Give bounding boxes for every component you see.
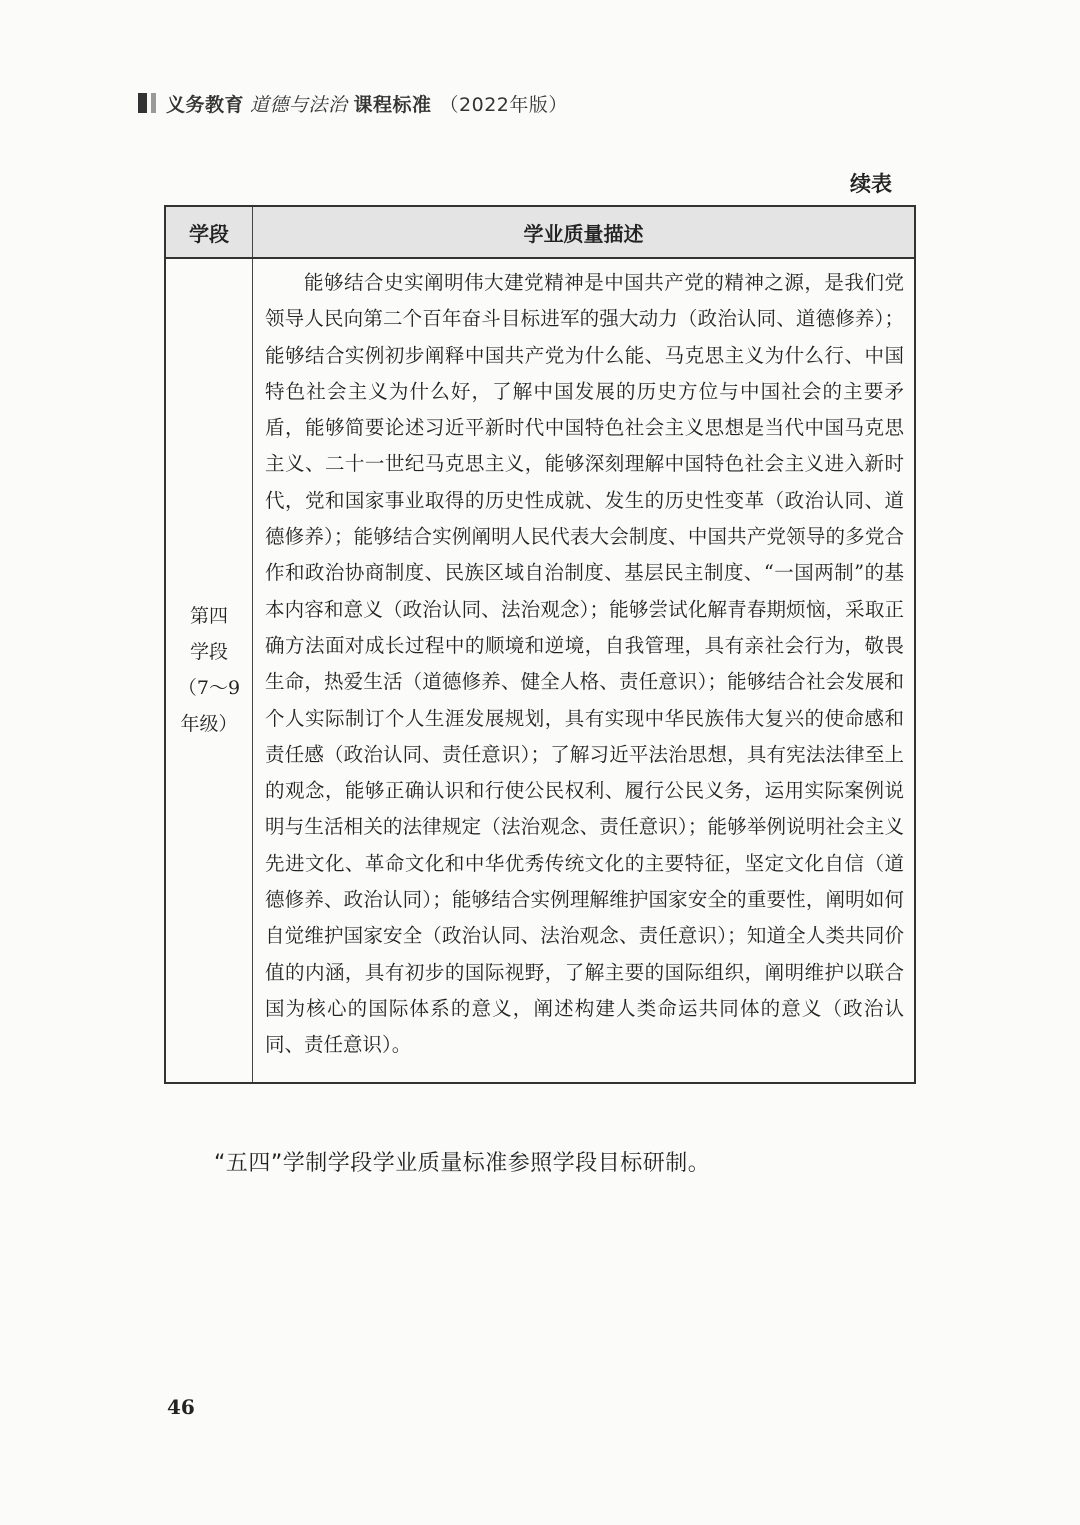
header-edition: （2022年版） (439, 93, 568, 116)
stage-line: （7～9 (177, 677, 241, 700)
footnote-text: “五四”学制学段学业质量标准参照学段目标研制。 (214, 1151, 711, 1176)
header-title: 课程标准 (353, 93, 432, 116)
stage-line: 学段 (189, 641, 228, 664)
stage-line: 第四 (189, 605, 228, 628)
description-text: 能够结合史实阐明伟大建党精神是中国共产党的精神之源，是我们党领导人民向第二个百年奋斗目标进军的强大动力（政治认同、道德修养）；能够结合实例初步阐释中国共产党为什么能、马克思主义为什么行、中国特色社会主义为什么好，了解中国发展的历史方位与中国社会的主要矛盾，能够简要论述习近平新时代中国特色社会主义思想是当代中国马克思主义、二十一世纪马克思主义，能够深刻理解中国特色社会主义进入新时代，党和国家事业取得的历史性成就、发生的历史性变革（政治认同、道德修养）；能够结合实例阐明人民代表大会制度、中国共产党领导的多党合作和政治协商制度、民族区域自治制度、基层民主制度、“一国两制”的基本内容和意义（政治认同、法治观念）；能够尝试化解青春期烦恼，采取正确方法面对成长过程中的顺境和逆境，自我管理，具有亲社会行为，敬畏生命，热爱生活（道德修养、健全人格、责任意识）；能够结合社会发展和个人实际制订个人生涯发展规划，具有实现中华民族伟大复兴的使命感和责任感（政治认同、责任意识）；了解习近平法治思想，具有宪法法律至上的观念，能够正确认识和行使公民权利、履行公民义务，运用实际案例说明与生活相关的法律规定（法治观念、责任意识）；能够举例说明社会主义先进文化、革命文化和中华优秀传统文化的主要特征，坚定文化自信（道德修养、政治认同）；能够结合实例理解维护国家安全的重要性，阐明如何自觉维护国家安全（政治认同、法治观念、责任意识）；知道全人类共同价值的内涵，具有初步的国际视野，了解主要的国际组织，阐明维护以联合国为核心的国际体系的意义，阐述构建人类命运共同体的意义（政治认同、责任意识）。 (265, 271, 904, 1057)
header-text (166, 90, 568, 117)
column-header-description: 学业质量描述 (253, 206, 916, 258)
column-header-stage: 学段 (165, 206, 253, 258)
table-continued-label: 续表 (850, 172, 892, 196)
table-header-row (165, 206, 915, 258)
header-subject: 道德与法治 (250, 93, 348, 116)
table-row (165, 258, 915, 1083)
academic-quality-table (164, 205, 916, 1084)
header-bar-mark-light (151, 93, 156, 113)
stage-line: 年级） (180, 713, 238, 736)
running-header (138, 88, 568, 118)
header-series: 义务教育 (166, 93, 245, 116)
stage-cell (165, 258, 253, 1083)
header-bar-mark-dark (138, 93, 147, 113)
header-bar-marks (138, 93, 156, 113)
page-number: 46 (167, 1395, 195, 1419)
description-cell (253, 258, 916, 1083)
